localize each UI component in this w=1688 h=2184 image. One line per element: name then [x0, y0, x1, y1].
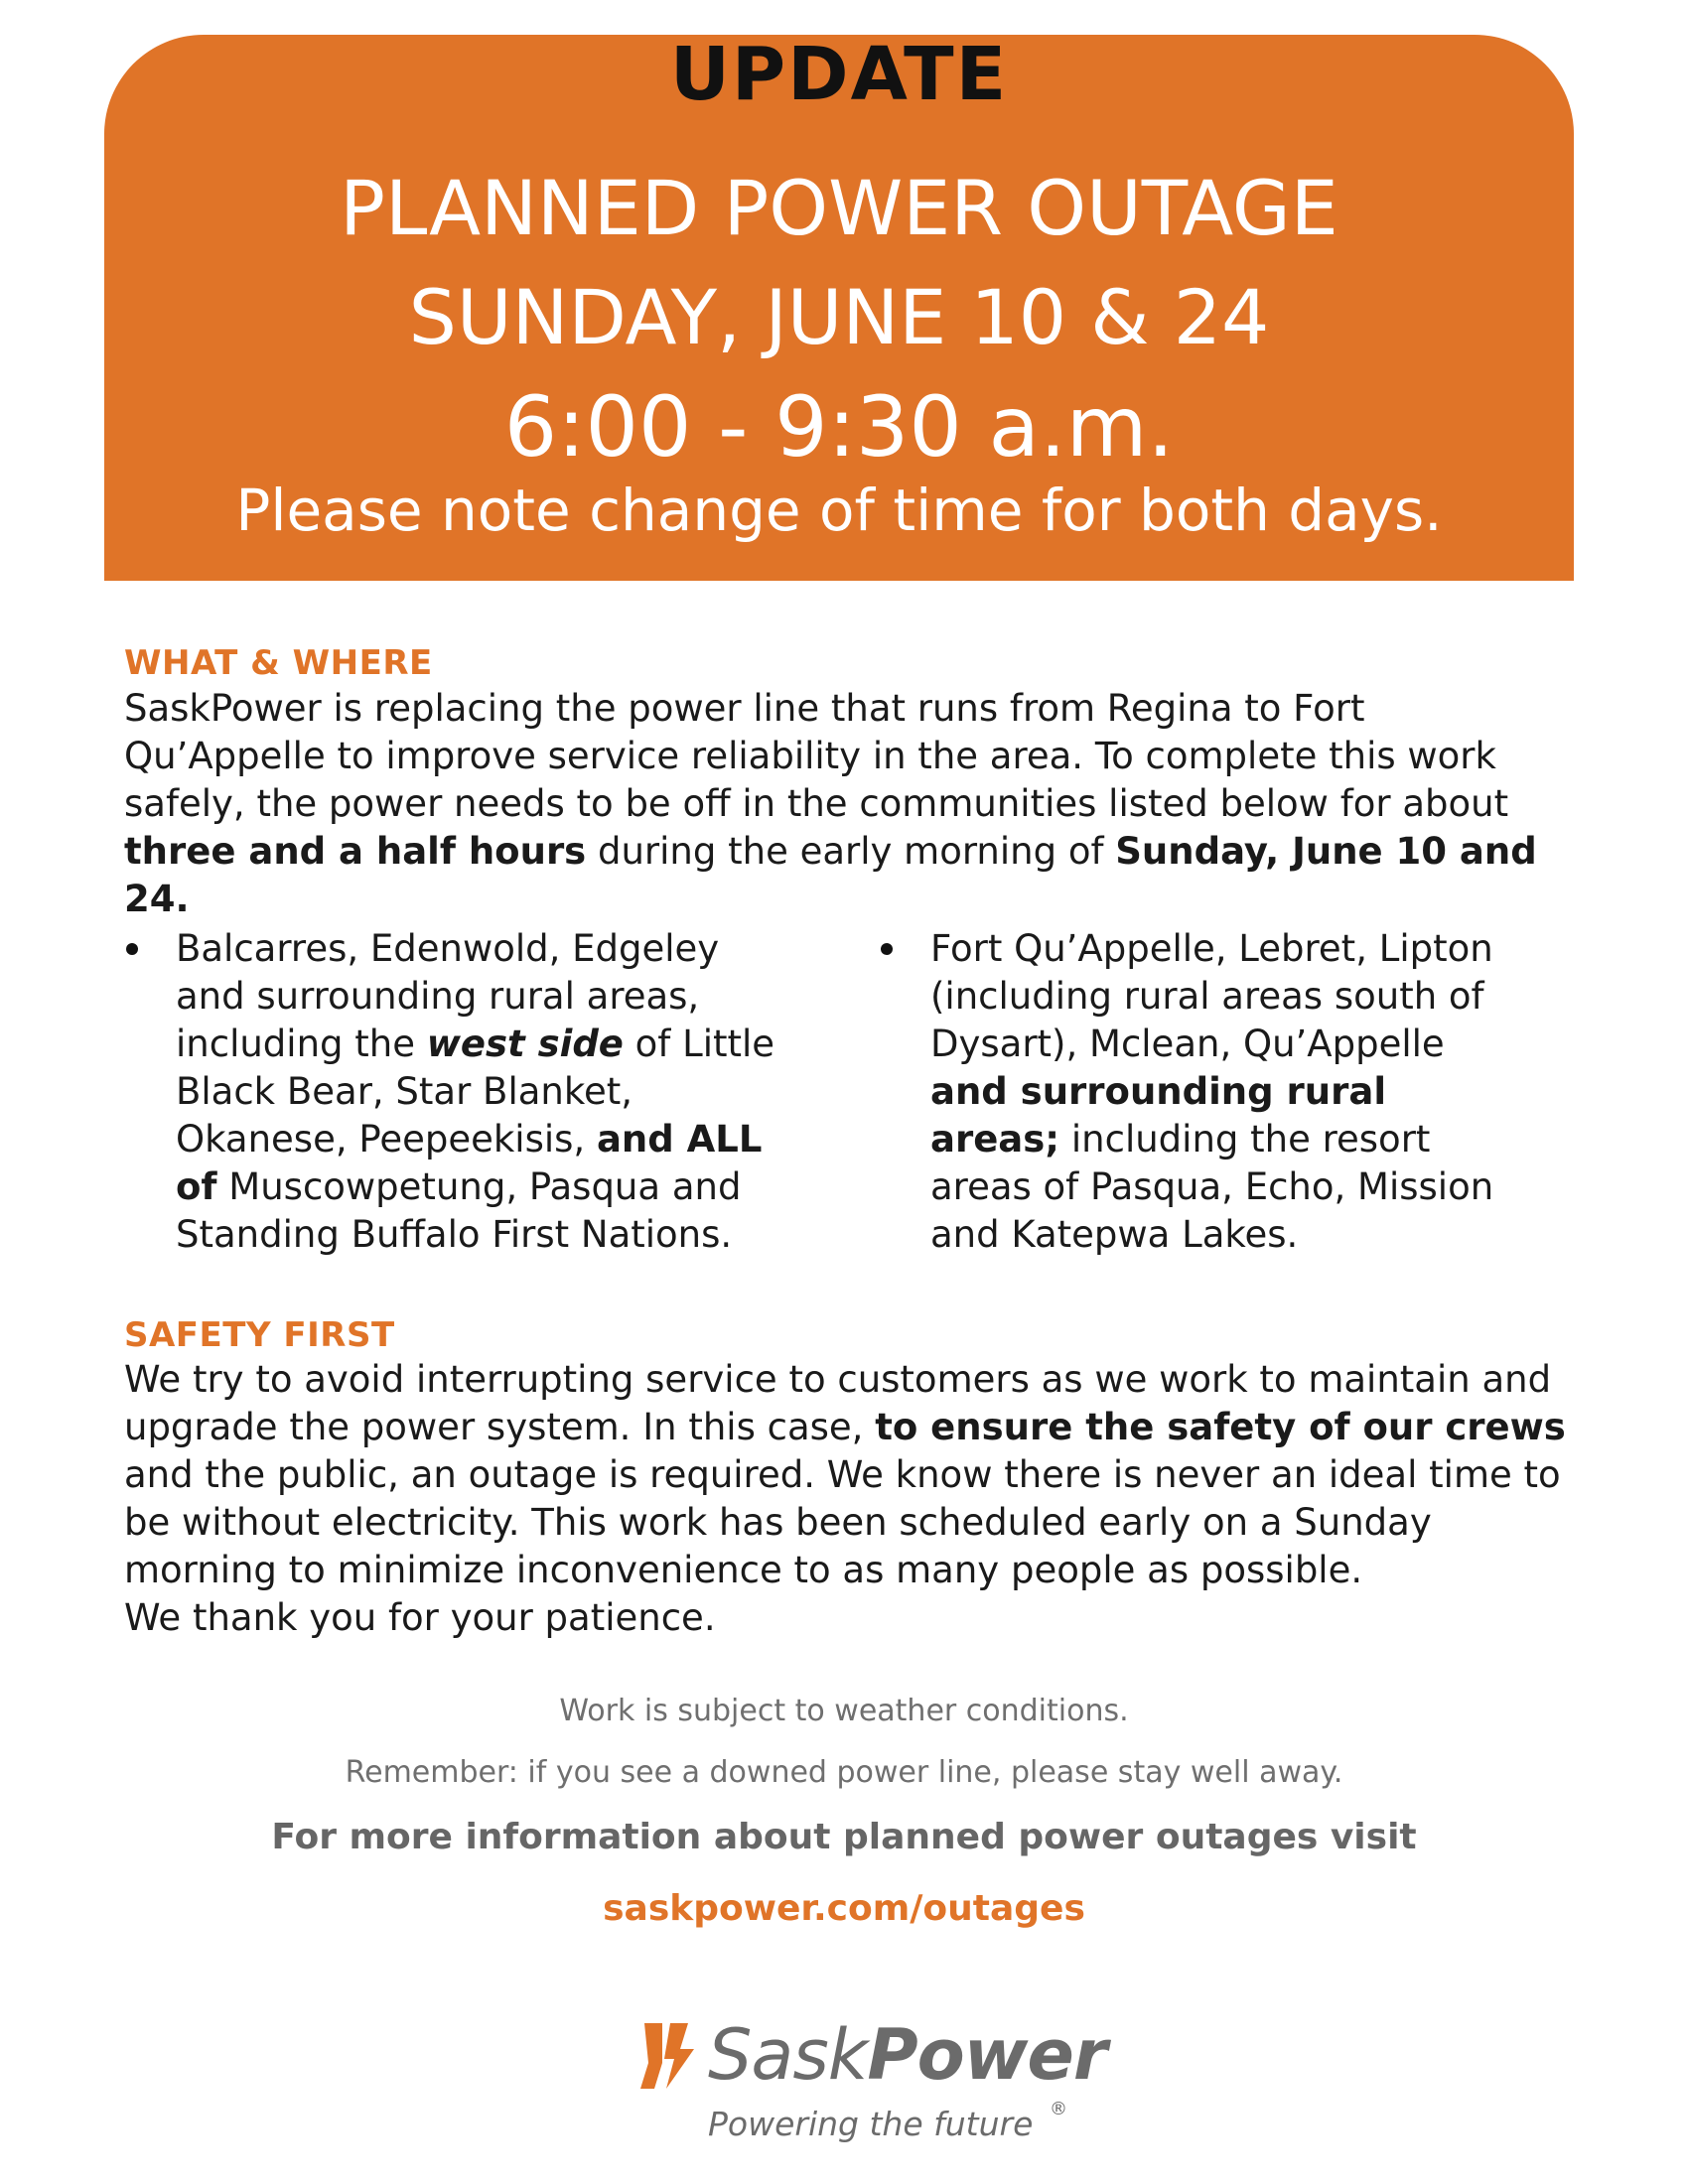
list-text: Balcarres, Edenwold, Edgeley and surrounding rural areas, including the: [176, 927, 720, 1065]
safety-reminder: Remember: if you see a downed power line, please stay well away.: [345, 1755, 1343, 1790]
update-heading: UPDATE: [669, 32, 1009, 117]
outages-link[interactable]: saskpower.com/outages: [603, 1888, 1085, 1929]
saskpower-logo: [640, 2014, 1107, 2154]
list-bold: and ALL of: [176, 1118, 763, 1208]
brand-name: [708, 2015, 1106, 2095]
what-where-bold-1: three and a half hours: [124, 830, 587, 873]
what-where-paragraph: [124, 685, 1574, 923]
banner-time: 6:00 - 9:30 a.m.: [503, 378, 1175, 476]
banner-title: PLANNED POWER OUTAGE: [340, 164, 1338, 252]
list-emphasis: west side: [426, 1023, 624, 1065]
list-bold: and surrounding rural areas;: [930, 1070, 1386, 1160]
bullet-icon: [881, 943, 893, 955]
weather-note: Work is subject to weather conditions.: [559, 1694, 1129, 1728]
list-text: including the resort areas of Pasqua, Echo, Mission and Katepwa Lakes.: [930, 1118, 1494, 1256]
list-text: Muscowpetung, Pasqua and Standing Buffalo First Nations.: [176, 1165, 742, 1256]
more-info-text: For more information about planned power outages visit: [271, 1817, 1417, 1857]
list-text: Fort Qu’Appelle, Lebret, Lipton (including rural areas south of Dysart), Mclean, Qu’Appelle: [930, 927, 1493, 1065]
saskpower-lightning-icon: [640, 2023, 694, 2089]
safety-bold-1: to ensure the safety of our crews: [875, 1406, 1566, 1448]
community-list: [124, 925, 1574, 1263]
list-text: of Little Black Bear, Star Blanket, Okanese, Peepeekisis,: [176, 1023, 775, 1160]
bullet-icon: [126, 943, 138, 955]
safety-paragraph: [124, 1356, 1574, 1642]
safety-text-3: We thank you for your patience.: [124, 1596, 716, 1639]
brand-name-bold: Power: [867, 2014, 1107, 2096]
header-banner: [104, 32, 1574, 581]
banner-note: Please note change of time for both days.: [235, 477, 1443, 544]
what-where-heading: WHAT & WHERE: [124, 643, 433, 683]
brand-tagline: Powering the future: [708, 2105, 1034, 2143]
what-where-text-2: during the early morning of: [586, 830, 1116, 873]
registered-mark: ®: [1050, 2099, 1067, 2119]
what-where-text-1: SaskPower is replacing the power line that runs from Regina to Fort Qu’Appelle to improve service reliability in the area. To complete this work safely, the power needs to be off in the communities listed below for about: [124, 687, 1509, 825]
safety-first-heading: SAFETY FIRST: [124, 1315, 395, 1355]
banner-date: SUNDAY, JUNE 10 & 24: [408, 273, 1270, 361]
what-where-bold-2: Sunday, June 10 and 24.: [124, 830, 1537, 920]
safety-text-1: We try to avoid interrupting service to customers as we work to maintain and upgrade the power system. In this case,: [124, 1358, 1552, 1448]
list-item-text: [176, 925, 799, 1259]
safety-text-2: and the public, an outage is required. We know there is never an ideal time to be without electricity. This work has been scheduled early on a Sunday morning to minimize inconvenience to as many people as possible.: [124, 1453, 1561, 1591]
list-item-text: [930, 925, 1514, 1259]
brand-name-light: Sask: [708, 2014, 868, 2096]
